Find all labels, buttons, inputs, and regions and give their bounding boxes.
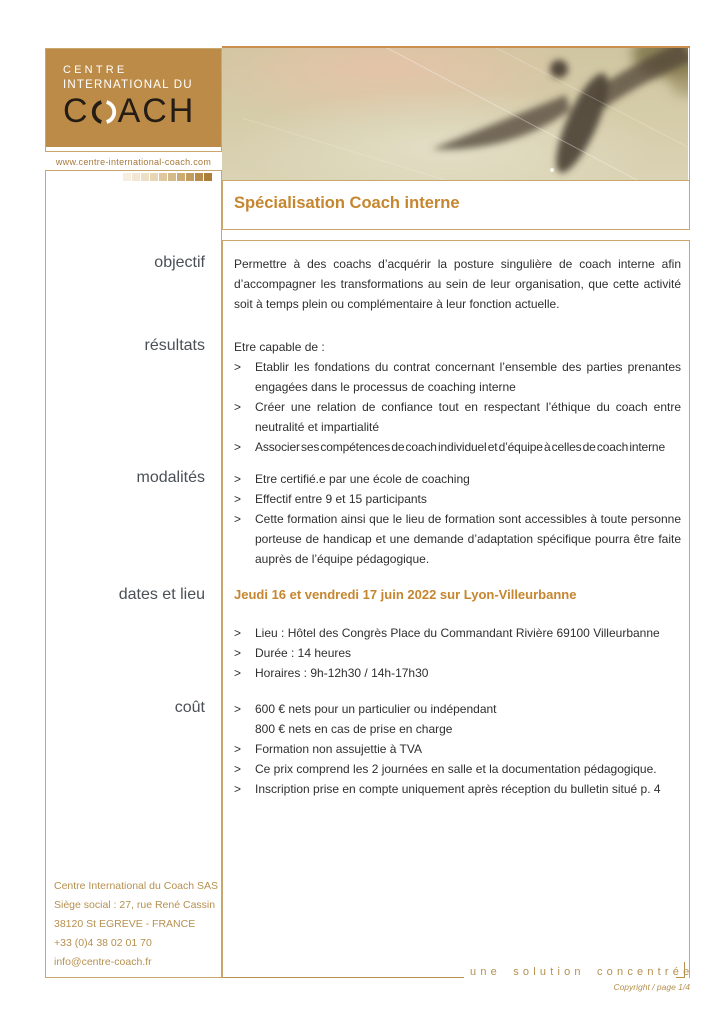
logo-wordmark-coach — [63, 94, 221, 128]
chevron-bullet: > — [234, 666, 242, 680]
chevron-bullet: > — [234, 782, 242, 796]
chevron-bullet: > — [234, 742, 242, 756]
chevron-bullet: > — [234, 400, 242, 414]
tagline: une solution concentrée — [470, 966, 694, 978]
content-box — [222, 240, 690, 978]
email-address: info@centre-coach.fr — [54, 956, 152, 968]
logo-text-centre: CENTRE — [63, 64, 128, 76]
bullet-item — [234, 739, 681, 759]
brand-logo — [46, 49, 221, 147]
bullet-text: Effectif entre 9 et 15 participants — [255, 492, 427, 506]
objectif-paragraph: Permettre à des coachs d’acquérir la posture singulière de coach interne afin d’accompagner les transformations au sein de leur organisation, que cette activité soit à temps plein ou complémentaire à leur fonction actuelle. — [234, 257, 681, 311]
page-title: Spécialisation Coach interne — [234, 194, 460, 212]
tagline-end-bracket-icon — [676, 962, 685, 978]
chevron-bullet: > — [234, 646, 242, 660]
chevron-bullet: > — [234, 702, 242, 716]
section-label-objectif: objectif — [154, 254, 205, 271]
section-label-cout: coût — [174, 699, 205, 716]
company-name: Centre International du Coach SAS — [54, 880, 219, 892]
section-objectif — [234, 254, 681, 314]
footer-address — [54, 877, 218, 972]
chevron-bullet: > — [234, 360, 242, 374]
bullet-text: Créer une relation de confiance tout en respectant l’éthique du coach entre neutralité et impartialité — [255, 400, 681, 434]
left-column-panel — [45, 48, 222, 978]
logo-o-arcs-icon — [91, 96, 117, 128]
bullet-text: Cette formation ainsi que le lieu de formation sont accessibles à toute personne porteuse de handicap et une demande d’adaptation spécifique pourra être faite auprès de l’équipe pédagogique. — [255, 512, 681, 566]
gradient-squares-decoration — [123, 173, 212, 181]
address-street: Siège social : 27, rue René Cassin — [54, 899, 216, 911]
bullet-item — [234, 623, 681, 643]
bullet-item — [234, 759, 681, 779]
chevron-bullet: > — [234, 512, 242, 526]
bullet-item-continuation — [234, 719, 681, 739]
bullet-item — [234, 779, 681, 799]
logo-text-international-du: INTERNATIONAL DU — [63, 79, 193, 91]
bullet-spacer — [234, 719, 255, 739]
section-label-resultats: résultats — [144, 337, 205, 354]
bullet-item — [234, 489, 681, 509]
bullet-item — [234, 699, 681, 719]
section-dates-et-lieu — [234, 585, 681, 683]
chevron-bullet: > — [234, 472, 242, 486]
bullet-text: Lieu : Hôtel des Congrès Place du Commandant Rivière 69100 Villeurbanne — [255, 626, 660, 640]
bullet-text: Horaires : 9h-12h30 / 14h-17h30 — [255, 666, 429, 680]
bullet-item — [234, 509, 681, 569]
dates-heading: Jeudi 16 et vendredi 17 juin 2022 sur Lyon-Villeurbanne — [234, 587, 577, 602]
logo-letters-ach: ACH — [117, 92, 196, 130]
copyright-page-number: Copyright / page 1/4 — [613, 982, 690, 992]
bullet-item — [234, 469, 681, 489]
bullet-item — [234, 397, 681, 437]
logo-letter-c: C — [63, 92, 90, 130]
bullet-text: Associer ses compétences de coach individuel et d’équipe à celles de coach interne — [255, 440, 665, 454]
bullet-text: 600 € nets pour un particulier ou indépendant — [255, 702, 497, 716]
chevron-bullet: > — [234, 440, 242, 454]
website-bar — [45, 151, 222, 171]
bullet-text: Etablir les fondations du contrat concernant l’ensemble des parties prenantes engagées dans le processus de coaching interne — [255, 360, 681, 394]
bullet-item — [234, 643, 681, 663]
header-photo-bird — [222, 46, 690, 180]
bullet-text: Etre certifié.e par une école de coaching — [255, 472, 470, 486]
chevron-bullet: > — [234, 626, 242, 640]
section-label-modalites: modalités — [136, 469, 205, 486]
bullet-text: Durée : 14 heures — [255, 646, 352, 660]
section-label-dates-et-lieu: dates et lieu — [118, 586, 205, 603]
bullet-text: Ce prix comprend les 2 journées en salle et la documentation pédagogique. — [255, 762, 657, 776]
phone-number: +33 (0)4 38 02 01 70 — [54, 937, 152, 949]
website-url: www.centre-international-coach.com — [55, 157, 212, 167]
section-resultats — [234, 337, 681, 457]
footer-rule-line — [222, 977, 464, 978]
bullet-item — [234, 437, 681, 457]
resultats-intro: Etre capable de : — [234, 340, 325, 354]
section-cout — [234, 699, 681, 799]
chevron-bullet: > — [234, 762, 242, 776]
title-box — [222, 180, 690, 230]
address-city: 38120 St EGREVE - FRANCE — [54, 918, 196, 930]
chevron-bullet: > — [234, 492, 242, 506]
bullet-text: Inscription prise en compte uniquement après réception du bulletin situé p. 4 — [255, 782, 661, 796]
bullet-item — [234, 663, 681, 683]
bullet-text: Formation non assujettie à TVA — [255, 742, 422, 756]
section-modalites — [234, 469, 681, 569]
bullet-text: 800 € nets en cas de prise en charge — [255, 722, 453, 736]
bullet-item — [234, 357, 681, 397]
